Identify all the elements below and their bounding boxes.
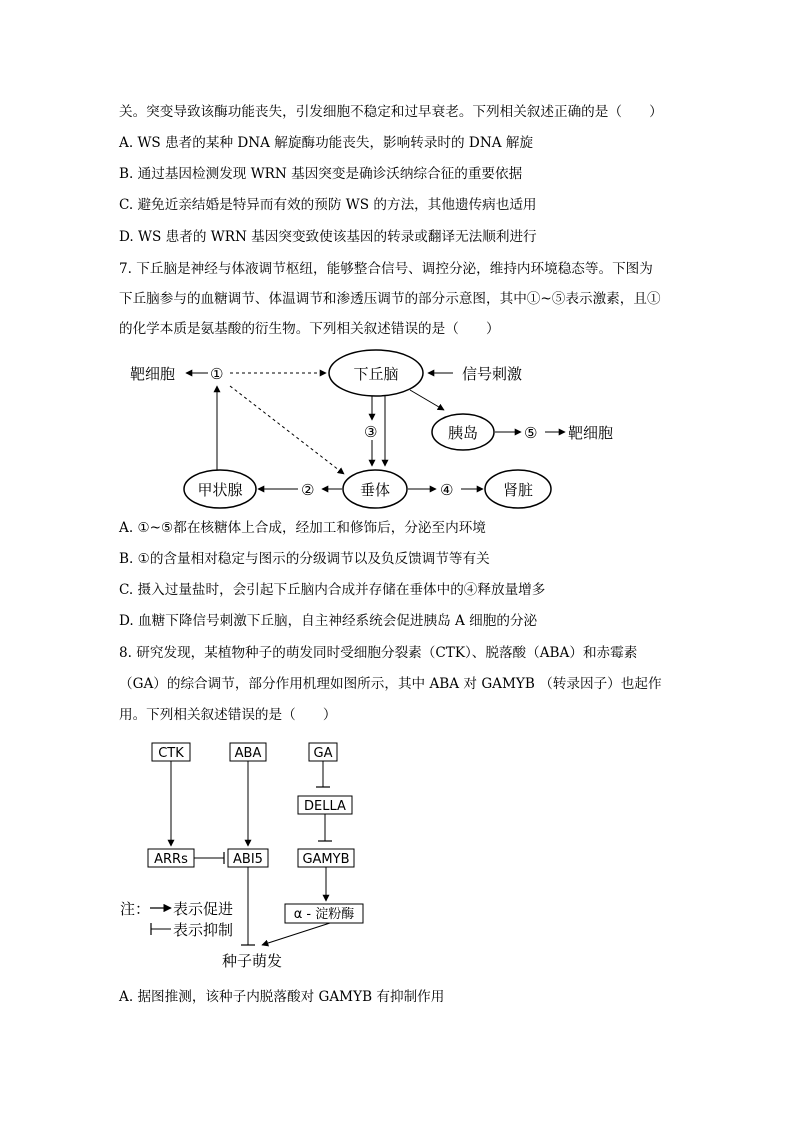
q7-hormone-diagram	[0, 340, 794, 515]
thyroid-label: 甲状腺	[197, 481, 243, 499]
q7-stem-line-1: 7. 下丘脑是神经与体液调节枢纽，能够整合信号、调控分泌，维持内环境稳态等。下图为	[119, 261, 653, 277]
hormone-2-label: ②	[301, 481, 315, 499]
kidney-label: 肾脏	[502, 481, 534, 499]
q8-stem-line-2: （GA）的综合调节，部分作用机理如图所示，其中 ABA 对 GAMYB （转录因子）也起作	[119, 676, 662, 692]
pituitary-label: 垂体	[359, 481, 391, 499]
signal-stimulus-label: 信号刺激	[462, 365, 523, 383]
hypothalamus-label: 下丘脑	[353, 365, 399, 383]
q6-option-d: D. WS 患者的 WRN 基因突变致使该基因的转录或翻译无法顺利进行	[119, 229, 537, 245]
gamyb-label: GAMYB	[302, 852, 350, 867]
legend-promote-label: 表示促进	[173, 900, 234, 918]
target-cell-left-label: 靶细胞	[130, 365, 176, 383]
ctk-label: CTK	[158, 746, 184, 761]
hormone-1-label: ①	[210, 365, 224, 383]
arrs-label: ARRs	[154, 852, 188, 867]
hormone-3-label: ③	[364, 423, 378, 441]
q7-stem-line-3: 的化学本质是氨基酸的衍生物。下列相关叙述错误的是（ ）	[119, 321, 500, 337]
q7-stem-line-2: 下丘脑参与的血糖调节、体温调节和渗透压调节的部分示意图，其中①~⑤表示激素，且①	[119, 291, 661, 307]
legend-inhibit-label: 表示抑制	[173, 921, 234, 939]
aba-label: ABA	[234, 746, 262, 761]
q8-stem-line-1: 8. 研究发现，某植物种子的萌发同时受细胞分裂素（CTK）、脱落酸（ABA）和赤霉素	[119, 645, 638, 661]
hormone-5-label: ⑤	[524, 424, 538, 442]
germination-label: 种子萌发	[222, 952, 283, 970]
amylase-label: α - 淀粉酶	[293, 907, 355, 922]
dashed-arrow-h1-to-pituitary	[230, 386, 344, 474]
q6-stem-tail: 关。突变导致该酶功能丧失，引发细胞不稳定和过早衰老。下列相关叙述正确的是（ ）	[119, 104, 663, 120]
abi5-label: ABI5	[233, 852, 263, 867]
q8-option-a: A. 据图推测，该种子内脱落酸对 GAMYB 有抑制作用	[119, 989, 445, 1005]
q8-stem-line-3: 用。下列相关叙述错误的是（ ）	[119, 707, 337, 723]
della-label: DELLA	[304, 799, 346, 814]
arrow-hypothalamus-to-islet	[410, 390, 444, 410]
ga-label: GA	[313, 746, 333, 761]
legend-prefix: 注：	[120, 900, 151, 918]
q8-germination-diagram	[0, 735, 794, 975]
arrow-amylase-to-germination	[262, 923, 330, 945]
q7-option-b: B. ①的含量相对稳定与图示的分级调节以及负反馈调节等有关	[119, 551, 490, 567]
q6-option-a: A. WS 患者的某种 DNA 解旋酶功能丧失，影响转录时的 DNA 解旋	[119, 135, 534, 151]
target-cell-right-label: 靶细胞	[568, 424, 614, 442]
q7-option-a: A. ①~⑤都在核糖体上合成，经加工和修饰后，分泌至内环境	[119, 520, 486, 536]
islet-label: 胰岛	[447, 424, 479, 442]
q7-option-d: D. 血糖下降信号刺激下丘脑，自主神经系统会促进胰岛 A 细胞的分泌	[119, 613, 538, 629]
hormone-4-label: ④	[440, 481, 454, 499]
q7-option-c: C. 摄入过量盐时，会引起下丘脑内合成并存储在垂体中的④释放量增多	[119, 582, 546, 598]
q6-option-b: B. 通过基因检测发现 WRN 基因突变是确诊沃纳综合征的重要依据	[119, 166, 523, 182]
q6-option-c: C. 避免近亲结婚是特异而有效的预防 WS 的方法，其他遗传病也适用	[119, 197, 537, 213]
